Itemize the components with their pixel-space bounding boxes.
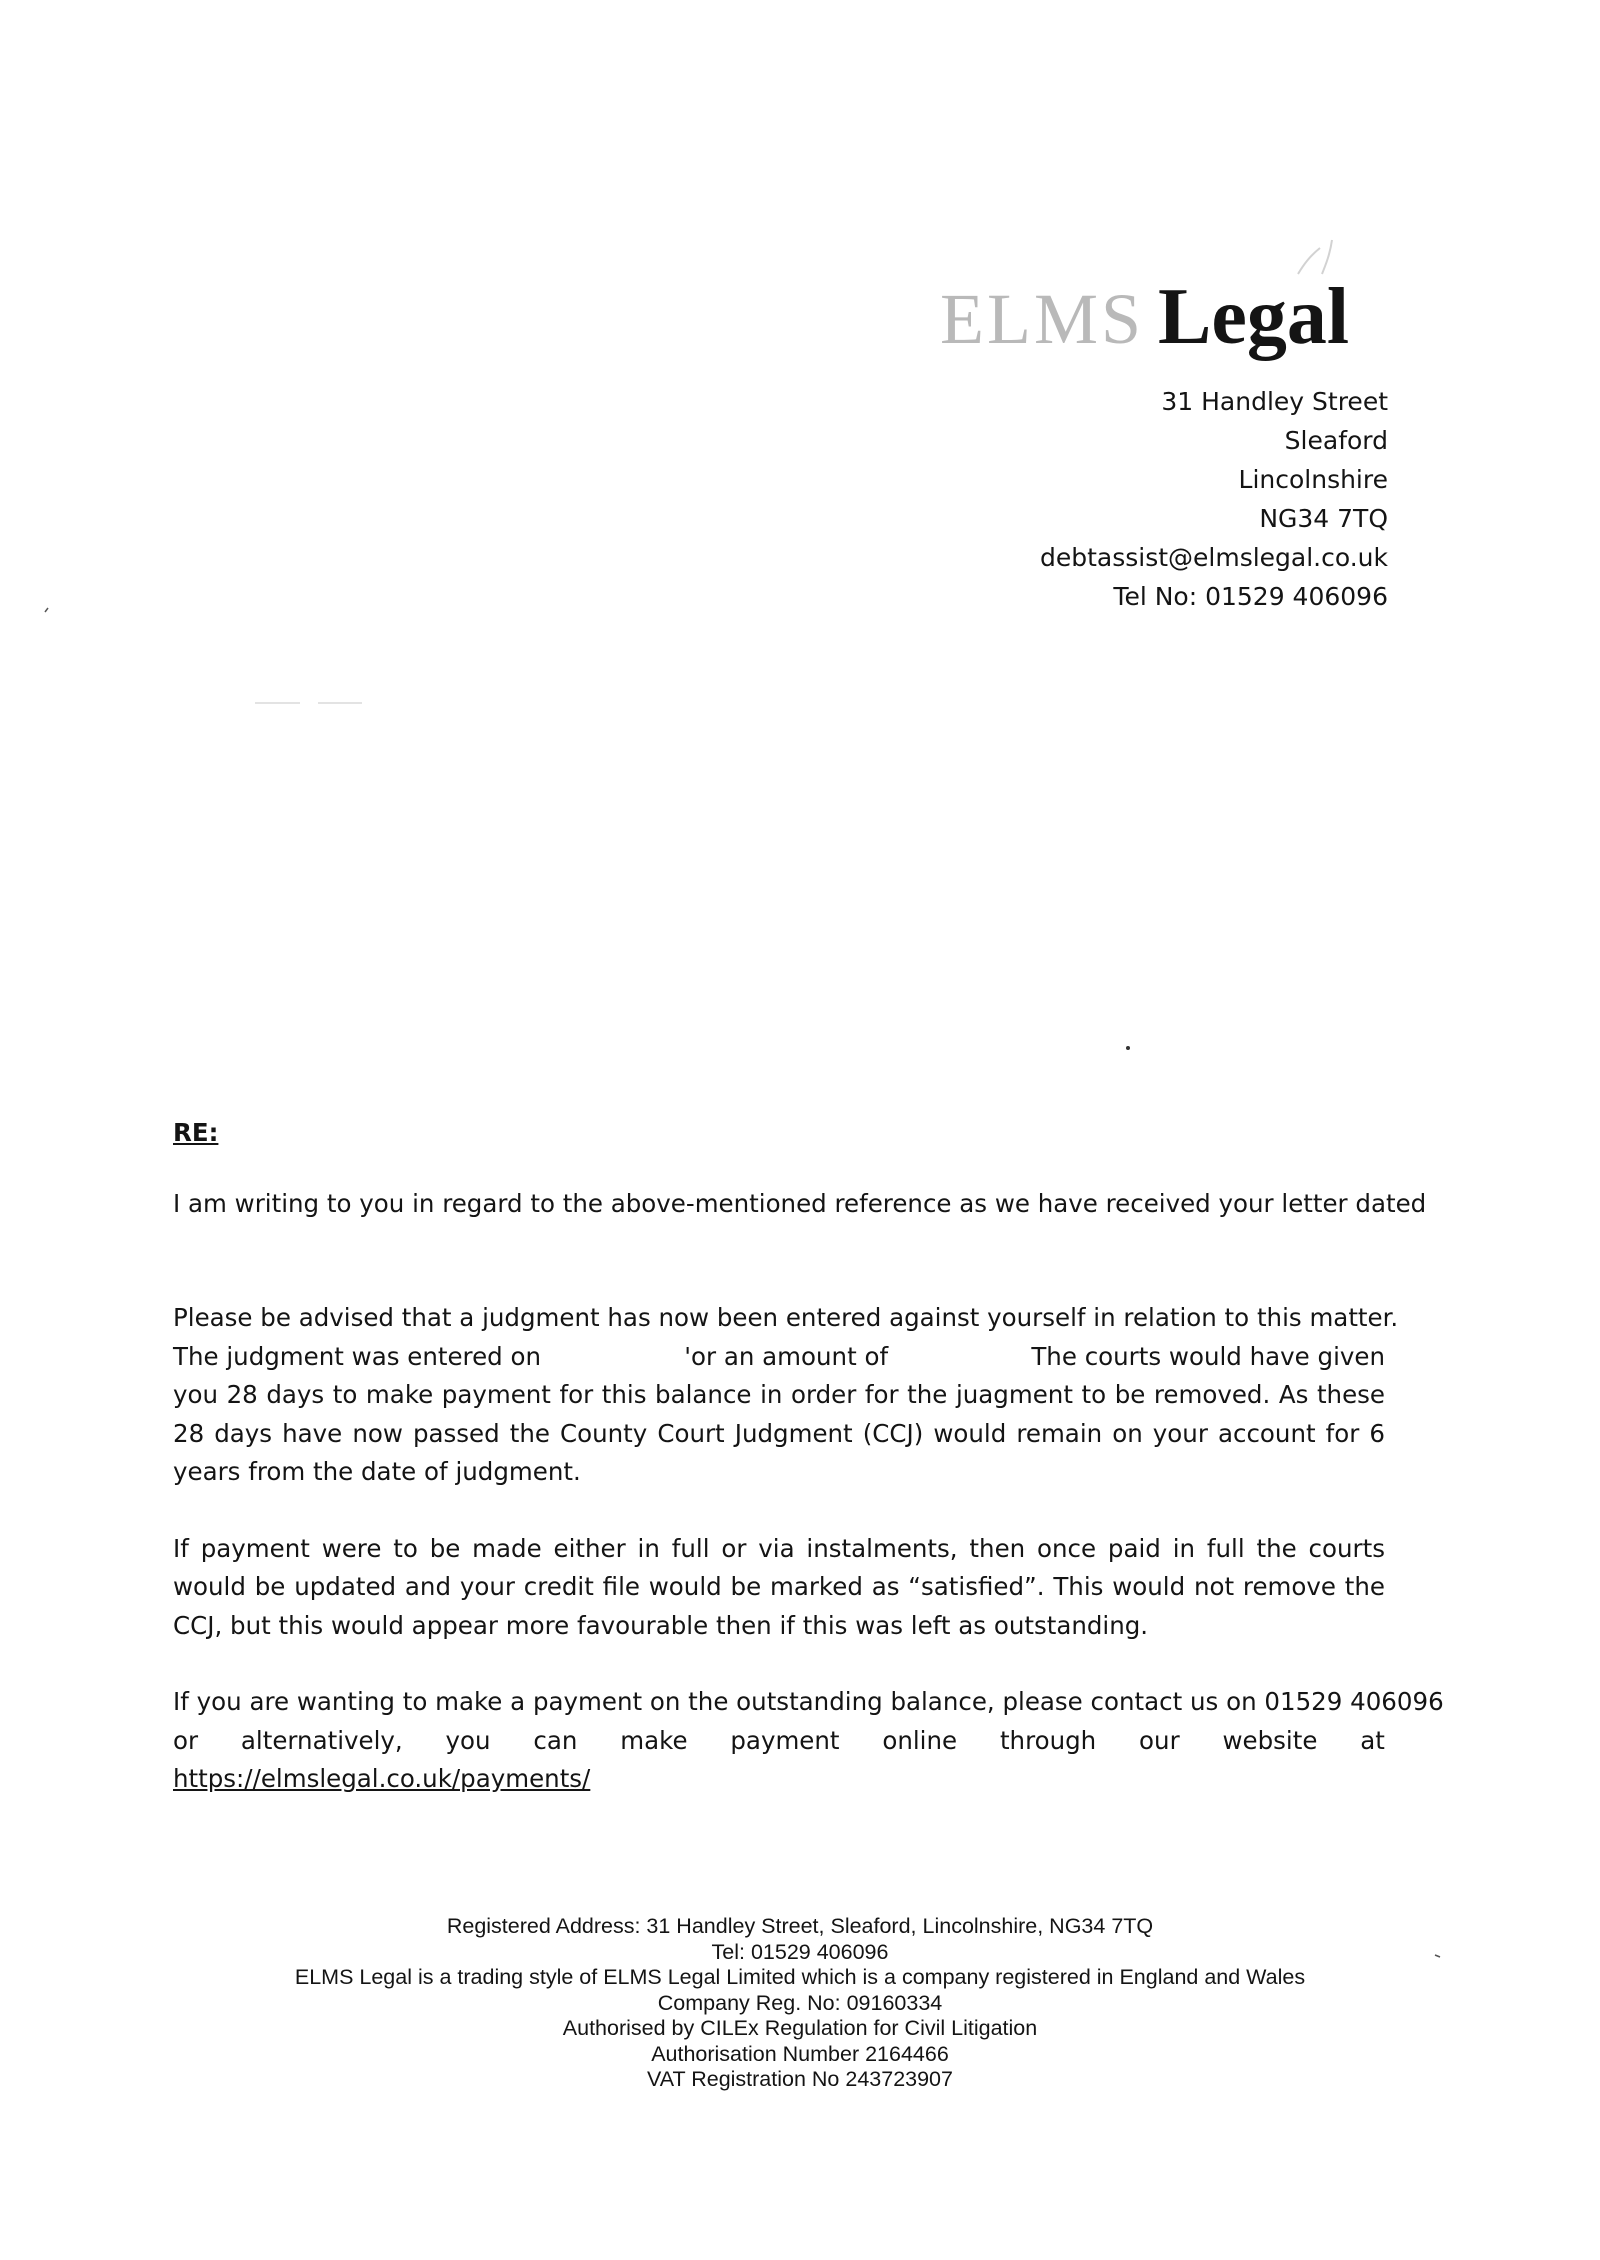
- intro-paragraph: I am writing to you in regard to the above-mentioned reference as we have received your letter dated: [173, 1188, 1427, 1218]
- word: our: [1139, 1725, 1180, 1755]
- footer-trading-style: ELMS Legal is a trading style of ELMS Legal Limited which is a company registered in England and Wales: [294, 1965, 1306, 1989]
- courts-given-text: The courts would have given: [1031, 1341, 1385, 1371]
- judgment-line-1: Please be advised that a judgment has now been entered against yourself in relation to this matter.: [173, 1303, 1399, 1332]
- letter-footer: [0, 1914, 1600, 2093]
- word: or: [173, 1725, 199, 1755]
- footer-telephone: Tel: 01529 406096: [711, 1939, 889, 1964]
- word: online: [882, 1725, 958, 1755]
- judgment-paragraph: [173, 1299, 1399, 1492]
- letter-body: [173, 1114, 1444, 1837]
- judgment-rest: you 28 days to make payment for this balance in order for the juagment to be removed. As these 28 days have now passed the County Court Judgment (CCJ) would remain on your account for 6 years from the date of judgment.: [173, 1380, 1385, 1486]
- logo-legal-text: Legal: [1158, 273, 1350, 361]
- re-heading: RE:: [173, 1118, 219, 1147]
- footer-registered-address: Registered Address: 31 Handley Street, Sleaford, Lincolnshire, NG34 7TQ: [446, 1914, 1154, 1938]
- word: website: [1222, 1725, 1318, 1755]
- word: through: [999, 1725, 1097, 1755]
- contact-paragraph: [173, 1683, 1444, 1799]
- contact-line-1: If you are wanting to make a payment on the outstanding balance, please contact us on 01529 406096: [173, 1687, 1444, 1716]
- logo-elms-text: ELMS: [940, 279, 1145, 359]
- payment-satisfied-paragraph: If payment were to be made either in full or via instalments, then once paid in full the courts would be updated and your credit file would be marked as “satisfied”. This would not remove the CCJ, but this would appear more favourable then if this was left as outstanding.: [173, 1533, 1385, 1640]
- footer-company-reg: Company Reg. No: 09160334: [657, 1990, 943, 2015]
- contact-line-2: [173, 1722, 1385, 1761]
- word: payment: [730, 1725, 840, 1755]
- footer-authorisation-number: Authorisation Number 2164466: [651, 2041, 949, 2066]
- footer-authorised: Authorised by CILEx Regulation for Civil Litigation: [562, 2016, 1038, 2040]
- judgment-entered-text: The judgment was entered on: [173, 1341, 542, 1371]
- word: can: [533, 1725, 578, 1755]
- address-town: Sleaford: [1284, 426, 1388, 455]
- judgment-amount-text: 'or an amount of: [684, 1341, 889, 1371]
- address-email: debtassist@elmslegal.co.uk: [1039, 543, 1388, 572]
- address-street: 31 Handley Street: [1161, 387, 1388, 416]
- word: you: [445, 1725, 491, 1755]
- address-telephone: Tel No: 01529 406096: [1113, 582, 1388, 611]
- address-county: Lincolnshire: [1238, 465, 1388, 494]
- company-logo: [940, 272, 1360, 372]
- footer-vat: VAT Registration No 243723907: [647, 2067, 953, 2091]
- word: at: [1360, 1725, 1385, 1755]
- judgment-line-2: [173, 1338, 1385, 1377]
- word: alternatively,: [240, 1725, 403, 1755]
- sender-address: [1040, 382, 1388, 616]
- logo-swirl-icon: [1290, 234, 1340, 294]
- word: make: [620, 1725, 688, 1755]
- address-postcode: NG34 7TQ: [1259, 504, 1388, 533]
- payments-link[interactable]: https://elmslegal.co.uk/payments/: [173, 1764, 591, 1793]
